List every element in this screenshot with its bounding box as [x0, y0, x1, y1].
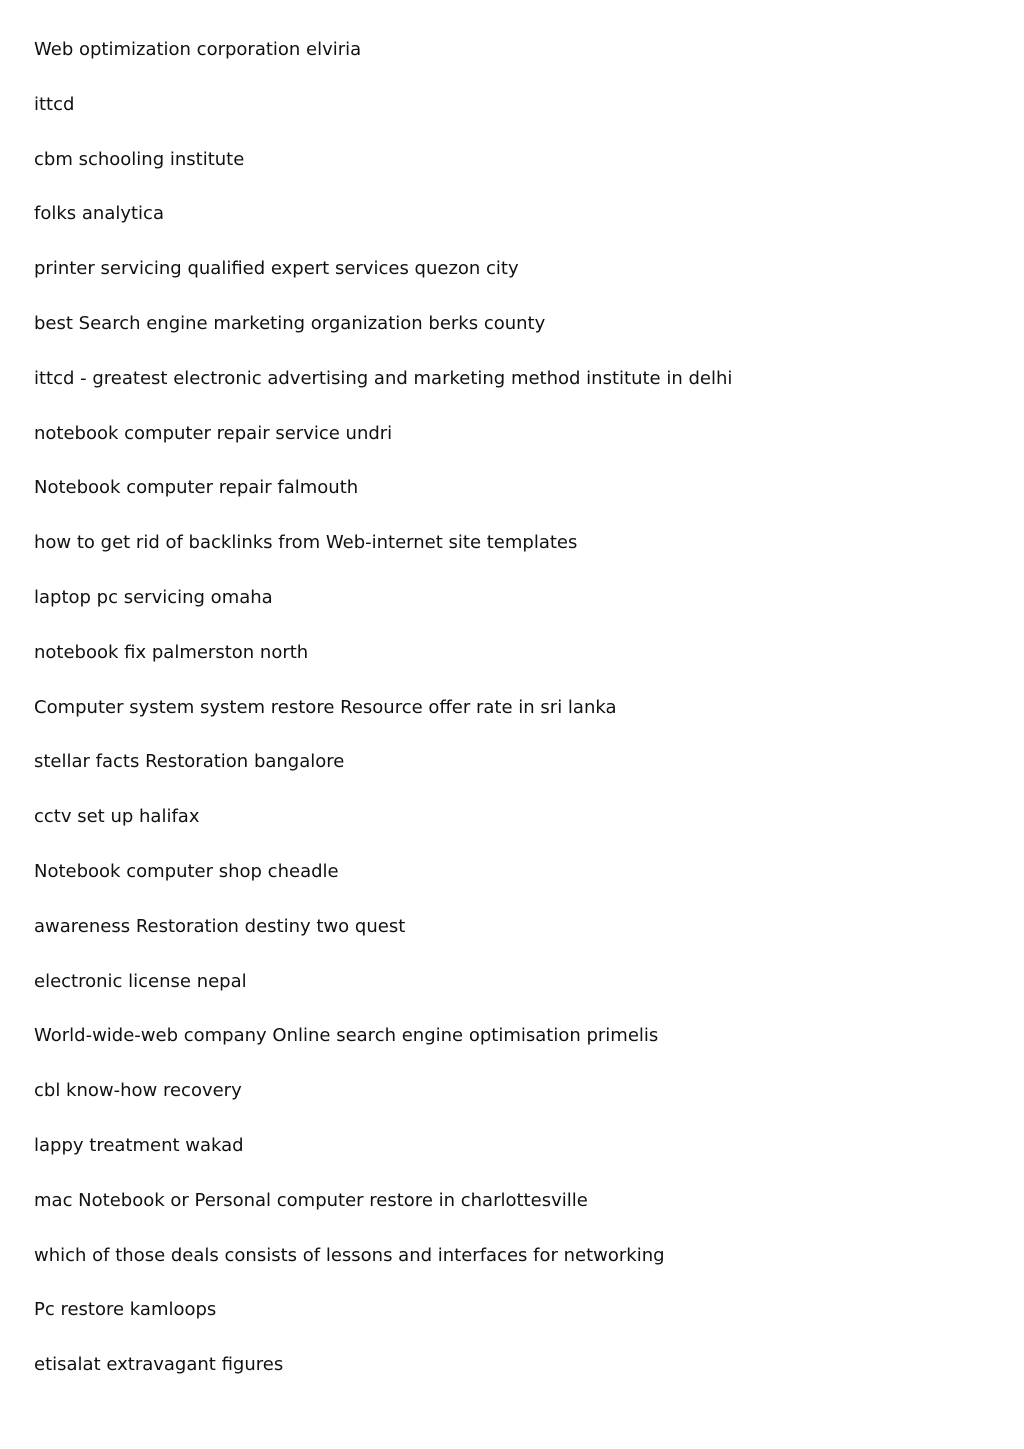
- list-item: Computer system system restore Resource offer rate in sri lanka: [34, 696, 617, 718]
- list-item: cbm schooling institute: [34, 148, 245, 170]
- list-item: folks analytica: [34, 203, 164, 225]
- list-item: stellar facts Restoration bangalore: [34, 751, 345, 773]
- list-item: how to get rid of backlinks from Web-internet site templates: [34, 532, 578, 554]
- list-item: electronic license nepal: [34, 970, 247, 992]
- list-item: ittcd: [34, 93, 75, 115]
- list-item: etisalat extravagant figures: [34, 1354, 284, 1376]
- list-item: laptop pc servicing omaha: [34, 586, 273, 608]
- list-item: which of those deals consists of lessons and interfaces for networking: [34, 1244, 665, 1266]
- list-item: mac Notebook or Personal computer restore in charlottesville: [34, 1189, 588, 1211]
- list-item: printer servicing qualified expert services quezon city: [34, 258, 519, 280]
- list-item: Notebook computer repair falmouth: [34, 477, 359, 499]
- document-page: [34, 36, 994, 1406]
- list-item: World-wide-web company Online search engine optimisation primelis: [34, 1025, 659, 1047]
- list-item: lappy treatment wakad: [34, 1134, 244, 1156]
- list-item: cbl know-how recovery: [34, 1080, 242, 1102]
- list-item: notebook fix palmerston north: [34, 641, 309, 663]
- list-item: notebook computer repair service undri: [34, 422, 393, 444]
- keyword-list: [34, 36, 994, 1406]
- list-item: Web optimization corporation elviria: [34, 39, 362, 60]
- list-item: best Search engine marketing organization berks county: [34, 312, 546, 334]
- list-item: ittcd - greatest electronic advertising and marketing method institute in delhi: [34, 367, 733, 389]
- list-item: Pc restore kamloops: [34, 1299, 217, 1321]
- list-item: Notebook computer shop cheadle: [34, 860, 339, 882]
- list-item: awareness Restoration destiny two quest: [34, 915, 406, 937]
- list-item: cctv set up halifax: [34, 806, 200, 828]
